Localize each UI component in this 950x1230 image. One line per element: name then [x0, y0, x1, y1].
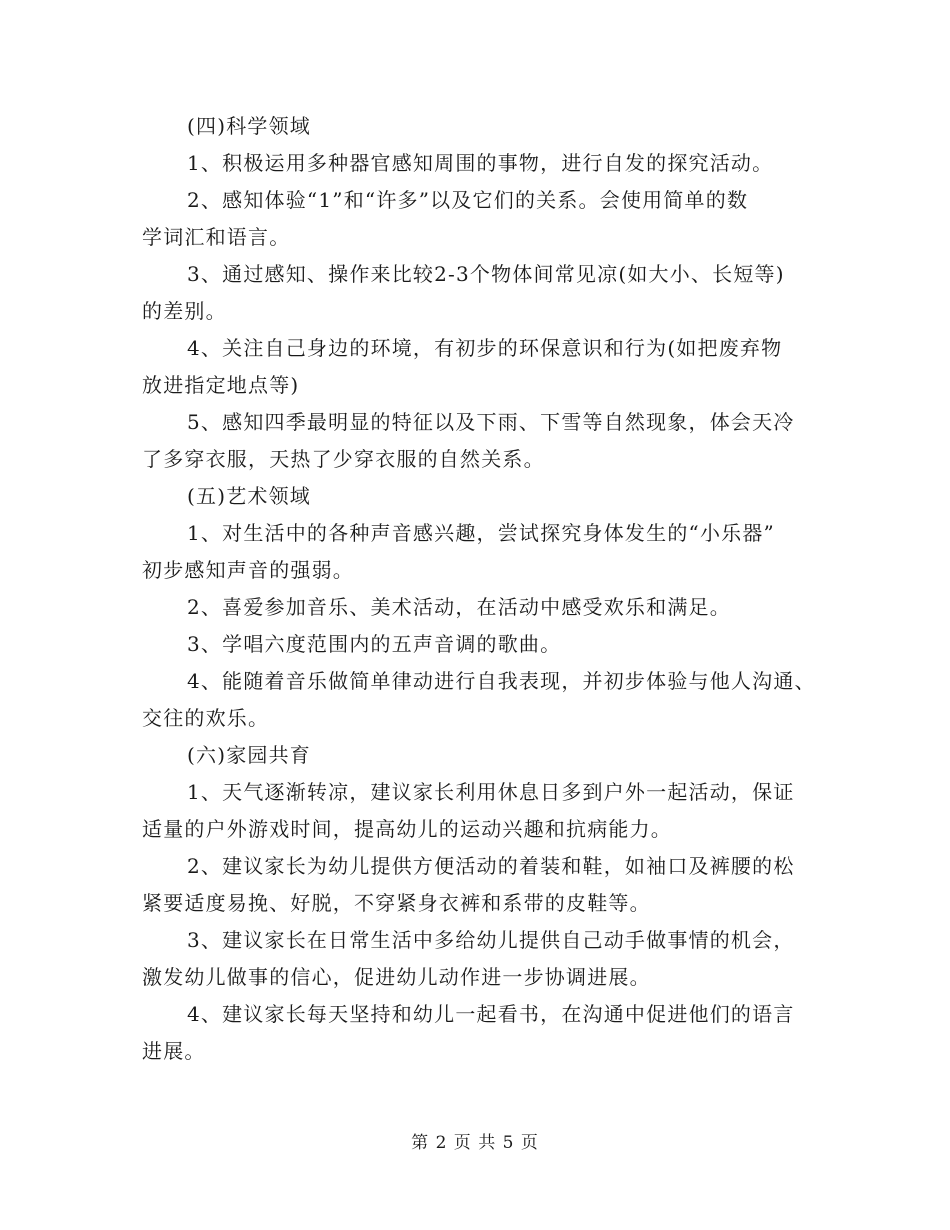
paragraph-first-line: 4、关注自己身边的环境，有初步的环保意识和行为(如把废弃物	[187, 336, 783, 360]
list-item	[142, 256, 812, 330]
section-heading: (五)艺术领域	[187, 484, 312, 508]
list-item	[142, 626, 812, 663]
paragraph-first-line: 3、通过感知、操作来比较2-3个物体间常见凉(如大小、长短等)	[187, 262, 785, 286]
paragraph-continuation-line: 交往的欢乐。	[142, 706, 270, 730]
paragraph-first-line: 3、建议家长在日常生活中多给幼儿提供自己动手做事情的机会，	[187, 928, 795, 952]
paragraph-continuation-line: 进展。	[142, 1039, 206, 1063]
paragraph-first-line: 1、天气逐渐转凉，建议家长利用休息日多到户外一起活动，保证	[187, 780, 795, 804]
list-item	[142, 182, 812, 256]
paragraph-continuation-line: 适量的户外游戏时间，提高幼儿的运动兴趣和抗病能力。	[142, 817, 672, 841]
page-number-footer: 第 2 页 共 5 页	[411, 1133, 539, 1153]
paragraph-continuation-line: 激发幼儿做事的信心，促进幼儿动作进一步协调进展。	[142, 965, 651, 989]
paragraph-continuation-line: 初步感知声音的强弱。	[142, 558, 354, 582]
paragraph-continuation-line: 学词汇和语言。	[142, 225, 291, 249]
paragraph-first-line: 1、积极运用多种器官感知周围的事物，进行自发的探究活动。	[187, 151, 774, 175]
paragraph-first-line: 4、建议家长每天坚持和幼儿一起看书，在沟通中促进他们的语言	[187, 1002, 795, 1026]
paragraph-first-line: 1、对生活中的各种声音感兴趣，尝试探究身体发生的“小乐器”	[187, 521, 775, 545]
section-heading: (六)家园共育	[187, 743, 312, 767]
section-heading: (四)科学领域	[187, 114, 312, 138]
paragraph-continuation-line: 的差别。	[142, 299, 227, 323]
list-item	[142, 145, 812, 182]
paragraph-first-line: 4、能随着音乐做简单律动进行自我表现，并初步体验与他人沟通、	[187, 669, 816, 693]
document-body	[142, 108, 816, 1070]
list-item	[142, 404, 812, 478]
paragraph-continuation-line: 紧要适度易挽、好脱，不穿紧身衣裤和系带的皮鞋等。	[142, 891, 651, 915]
paragraph-first-line: 3、学唱六度范围内的五声音调的歌曲。	[187, 632, 562, 656]
paragraph-first-line: 5、感知四季最明显的特征以及下雨、下雪等自然现象，体会天冷	[187, 410, 795, 434]
paragraph-first-line: 2、喜爱参加音乐、美术活动，在活动中感受欢乐和满足。	[187, 595, 731, 619]
paragraph-continuation-line: 放进指定地点等)	[142, 373, 300, 397]
list-item	[142, 996, 812, 1070]
list-item	[142, 848, 812, 922]
list-item	[142, 774, 812, 848]
list-item	[142, 330, 812, 404]
list-item	[142, 589, 812, 626]
list-item	[142, 515, 812, 589]
list-item	[142, 663, 816, 737]
list-item	[142, 922, 812, 996]
paragraph-first-line: 2、感知体验“1”和“许多”以及它们的关系。会使用简单的数	[187, 188, 749, 212]
paragraph-first-line: 2、建议家长为幼儿提供方便活动的着装和鞋，如袖口及裤腰的松	[187, 854, 795, 878]
paragraph-continuation-line: 了多穿衣服，天热了少穿衣服的自然关系。	[142, 447, 545, 471]
